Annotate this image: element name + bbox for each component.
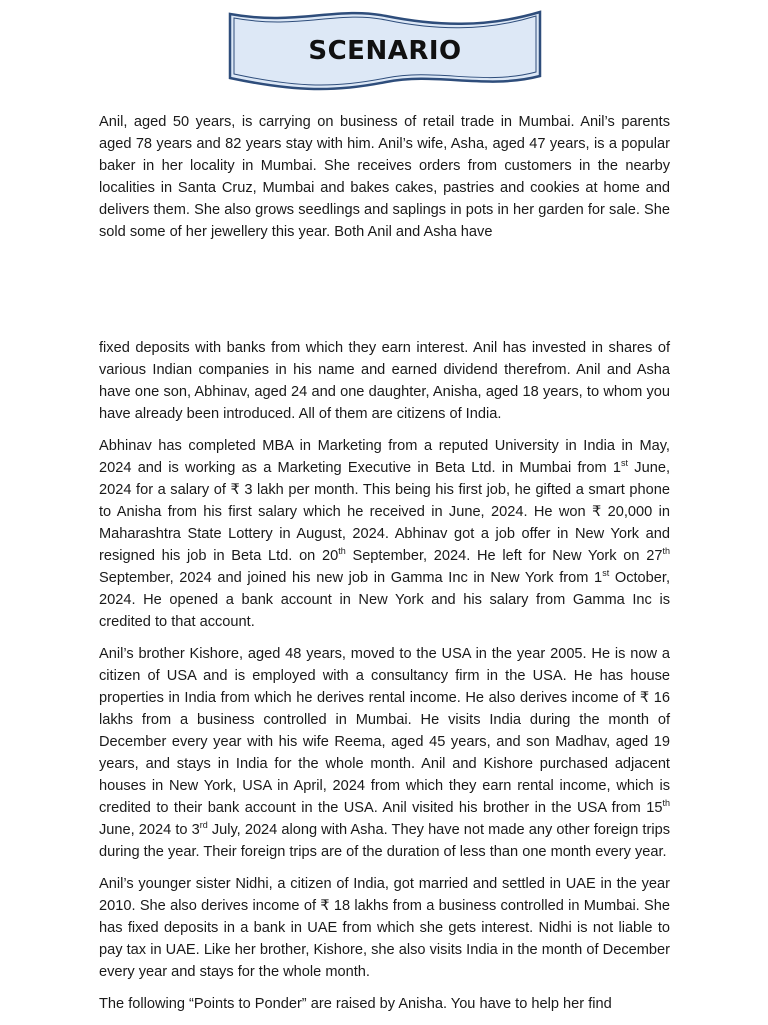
text-block-top <box>99 111 670 243</box>
paragraph-kishore: Anil’s brother Kishore, aged 48 years, moved to the USA in the year 2005. He is now a citizen of USA and is employed with a consultancy firm in the USA. He has house properties in India from which he derives rental income. He also derives income of ₹ 16 lakhs from a business controlled in Mumbai. He visits India during the month of December every year with his wife Reema, aged 45 years, and son Madhav, aged 19 years, and stays in India for the whole month. Anil and Kishore purchased adjacent houses in New York, USA in April, 2024 from which they earn rental income, which is credited to their bank account in the USA. Anil visited his brother in the USA from 15th June, 2024 to 3rd July, 2024 along with Asha. They have not made any other foreign trips during the year. Their foreign trips are of the duration of less than one month every year. <box>99 646 670 860</box>
paragraph-family-intro-part1: Anil, aged 50 years, is carrying on business of retail trade in Mumbai. Anil’s parents aged 78 years and 82 years stay with him. Anil’s wife, Asha, aged 47 years, is a popular baker in her locality in Mumbai. She receives orders from customers in the nearby localities in Santa Cruz, Mumbai and bakes cakes, pastries and cookies at home and delivers them. She also grows seedlings and saplings in pots in her garden for sale. She sold some of her jewellery this year. Both Anil and Asha have <box>99 114 670 240</box>
page-title: SCENARIO <box>308 36 462 66</box>
scenario-banner <box>226 6 544 94</box>
paragraph-nidhi: Anil’s younger sister Nidhi, a citizen of India, got married and settled in UAE in the year 2010. She also derives income of ₹ 18 lakhs from a business controlled in Mumbai. She has fixed deposits in a bank in UAE from which she gets interest. Nidhi is not liable to pay tax in UAE. Like her brother, Kishore, she also visits India in the month of December every year and stays for the whole month. <box>99 876 670 980</box>
paragraph-abhinav: Abhinav has completed MBA in Marketing from a reputed University in India in May, 2024 and is working as a Marketing Executive in Beta Ltd. in Mumbai from 1st June, 2024 for a salary of ₹ 3 lakh per month. This being his first job, he gifted a smart phone to Anisha from his first salary which he received in June, 2024. He won ₹ 20,000 in Maharashtra State Lottery in August, 2024. Abhinav got a job offer in New York and resigned his job in Beta Ltd. on 20th September, 2024. He left for New York on 27th September, 2024 and joined his new job in Gamma Inc in New York from 1st October, 2024. He opened a bank account in New York and his salary from Gamma Inc is credited to that account. <box>99 438 670 630</box>
paragraph-family-intro-part2: fixed deposits with banks from which they earn interest. Anil has invested in shares of various Indian companies in his name and earned dividend therefrom. Anil and Asha have one son, Abhinav, aged 24 and one daughter, Anisha, aged 18 years, to whom you have already been introduced. All of them are citizens of India. <box>99 340 670 422</box>
paragraph-points-to-ponder: The following “Points to Ponder” are raised by Anisha. You have to help her find <box>99 996 612 1012</box>
text-block-main <box>99 337 670 1025</box>
